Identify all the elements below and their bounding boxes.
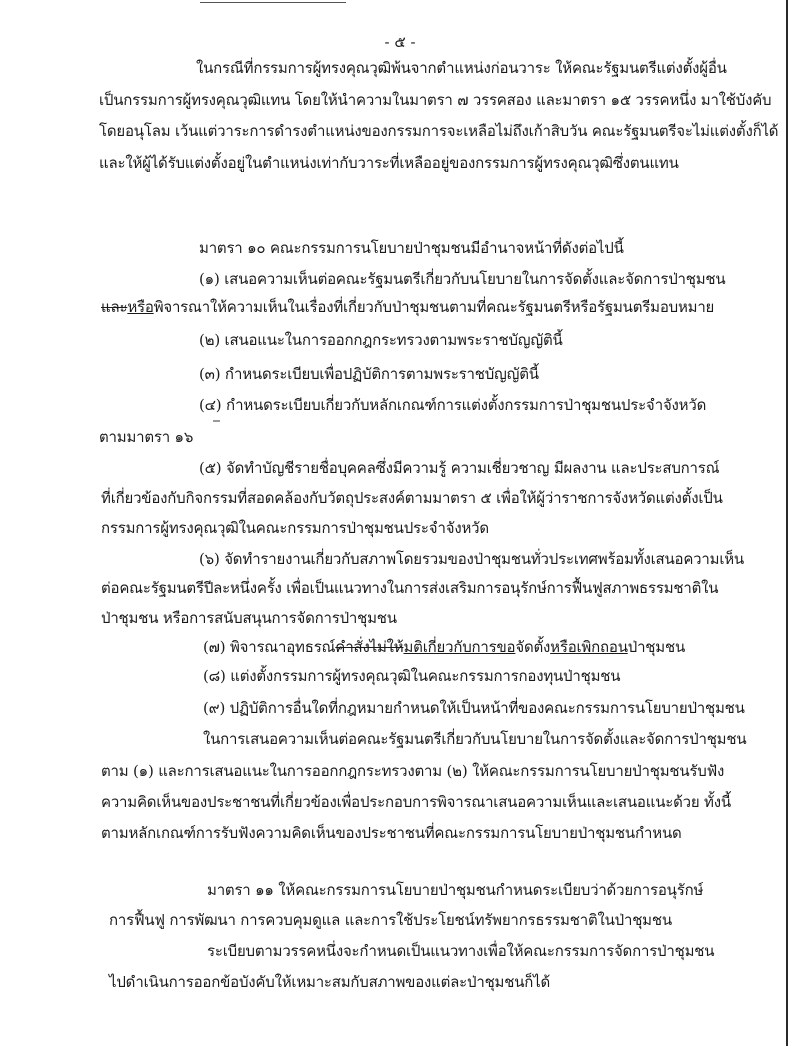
page-number: - ๕ - — [384, 33, 416, 51]
list-item-continuation: ต่อคณะรัฐมนตรีปีละหนึ่งครั้ง เพื่อเป็นแนวทางในการส่งเสริมการอนุรักษ์การฟื้นฟูสภาพธรรมชาติใน — [101, 579, 719, 597]
inserted-text: หรือเพิกถอน — [550, 638, 628, 656]
struck-text: และ — [101, 298, 128, 316]
text-run: จัดตั้ง — [515, 638, 551, 656]
list-item: (๘) แต่งตั้งกรรมการผู้ทรงคุณวุฒิในคณะกรรมการกองทุนป่าชุมชน — [203, 667, 621, 685]
list-item: (๑) เสนอความเห็นต่อคณะรัฐมนตรีเกี่ยวกับนโยบายในการจัดตั้งและจัดการป่าชุมชน — [199, 270, 726, 288]
list-item: (๔) กำหนดระเบียบเกี่ยวกับหลักเกณฑ์การแต่งตั้งกรรมการป่าชุมชนประจำจังหวัด — [199, 396, 707, 414]
list-item: (๕) จัดทำบัญชีรายชื่อบุคคลซึ่งมีความรู้ ความเชี่ยวชาญ มีผลงาน และประสบการณ์ — [199, 459, 720, 477]
paragraph-line: ระเบียบตามวรรคหนึ่งจะกำหนดเป็นแนวทางเพื่อให้คณะกรรมการจัดการป่าชุมชน — [207, 942, 715, 960]
paragraph-line: และให้ผู้ได้รับแต่งตั้งอยู่ในตำแหน่งเท่ากับวาระที่เหลืออยู่ของกรรมการผู้ทรงคุณวุฒิซึ่งตนแทน — [99, 154, 679, 172]
paragraph-line: ในการเสนอความเห็นต่อคณะรัฐมนตรีเกี่ยวกับนโยบายในการจัดตั้งและจัดการป่าชุมชน — [203, 730, 747, 748]
paragraph-line: ตามหลักเกณฑ์การรับฟังความคิดเห็นของประชาชนที่คณะกรรมการนโยบายป่าชุมชนกำหนด — [101, 824, 682, 842]
list-item: (๙) ปฏิบัติการอื่นใดที่กฎหมายกำหนดให้เป็นหน้าที่ของคณะกรรมการนโยบายป่าชุมชน — [203, 699, 745, 717]
paragraph-line: เป็นกรรมการผู้ทรงคุณวุฒิแทน โดยให้นำความในมาตรา ๗ วรรคสอง และมาตรา ๑๕ วรรคหนึ่ง มาใช้บังคับ — [99, 91, 772, 109]
list-item-continuation: ที่เกี่ยวข้องกับกิจกรรมที่สอดคล้องกับวัตถุประสงค์ตามมาตรา ๕ เพื่อให้ผู้ว่าราชการจังหวัดแต่งตั้งเป็น — [101, 489, 723, 507]
section-11-heading: มาตรา ๑๑ ให้คณะกรรมการนโยบายป่าชุมชนกำหนดระเบียบว่าด้วยการอนุรักษ์ — [207, 881, 704, 899]
struck-text: คำสั่งไม่ให้ — [335, 638, 404, 656]
list-item-continuation: กรรมการผู้ทรงคุณวุฒิในคณะกรรมการป่าชุมชนประจำจังหวัด — [101, 519, 489, 537]
paragraph-line: ไปดำเนินการออกข้อบังคับให้เหมาะสมกับสภาพของแต่ละป่าชุมชนก็ได้ — [109, 973, 551, 991]
scan-edge — [786, 0, 788, 1046]
inserted-text: มติเกี่ยวกับการขอ — [403, 638, 516, 656]
paragraph-line: ตาม (๑) และการเสนอแนะในการออกกฎกระทรวงตาม (๒) ให้คณะกรรมการนโยบายป่าชุมชนรับฟัง — [101, 762, 725, 780]
stray-mark — [213, 420, 220, 422]
list-item-continuation: ตามมาตรา ๑๖ — [99, 428, 194, 446]
inserted-text: หรือ — [127, 298, 154, 316]
list-item — [203, 637, 685, 657]
paragraph-line: ในกรณีที่กรรมการผู้ทรงคุณวุฒิพ้นจากตำแหน่งก่อนวาระ ให้คณะรัฐมนตรีแต่งตั้งผู้อื่น — [196, 59, 727, 77]
paragraph-line: โดยอนุโลม เว้นแต่วาระการดำรงตำแหน่งของกรรมการจะเหลือไม่ถึงเก้าสิบวัน คณะรัฐมนตรีจะไม่แต่งตั้งก็ได้ — [99, 122, 779, 140]
list-item-continuation — [101, 297, 714, 317]
text-run: (๗) พิจารณาอุทธรณ์ — [203, 638, 336, 656]
list-item-continuation: ป่าชุมชน หรือการสนับสนุนการจัดการป่าชุมชน — [101, 609, 397, 627]
paragraph-line: การฟื้นฟู การพัฒนา การควบคุมดูแล และการใช้ประโยชน์ทรัพยากรธรรมชาติในป่าชุมชน — [109, 911, 672, 929]
text-run: ป่าชุมชน — [627, 638, 686, 656]
text-run: พิจารณาให้ความเห็นในเรื่องที่เกี่ยวกับป่าชุมชนตามที่คณะรัฐมนตรีหรือรัฐมนตรีมอบหมาย — [153, 298, 715, 316]
paragraph-line: ความคิดเห็นของประชาชนที่เกี่ยวข้องเพื่อประกอบการพิจารณาเสนอความเห็นและเสนอแนะด้วย ทั้งนี้ — [101, 793, 731, 811]
list-item: (๓) กำหนดระเบียบเพื่อปฏิบัติการตามพระราชบัญญัตินี้ — [199, 365, 539, 383]
list-item: (๖) จัดทำรายงานเกี่ยวกับสภาพโดยรวมของป่าชุมชนทั่วประเทศพร้อมทั้งเสนอความเห็น — [199, 550, 744, 568]
list-item: (๒) เสนอแนะในการออกกฎกระทรวงตามพระราชบัญญัตินี้ — [199, 331, 563, 349]
top-rule — [200, 2, 346, 3]
section-10-heading: มาตรา ๑๐ คณะกรรมการนโยบายป่าชุมชนมีอำนาจหน้าที่ดังต่อไปนี้ — [199, 239, 624, 257]
